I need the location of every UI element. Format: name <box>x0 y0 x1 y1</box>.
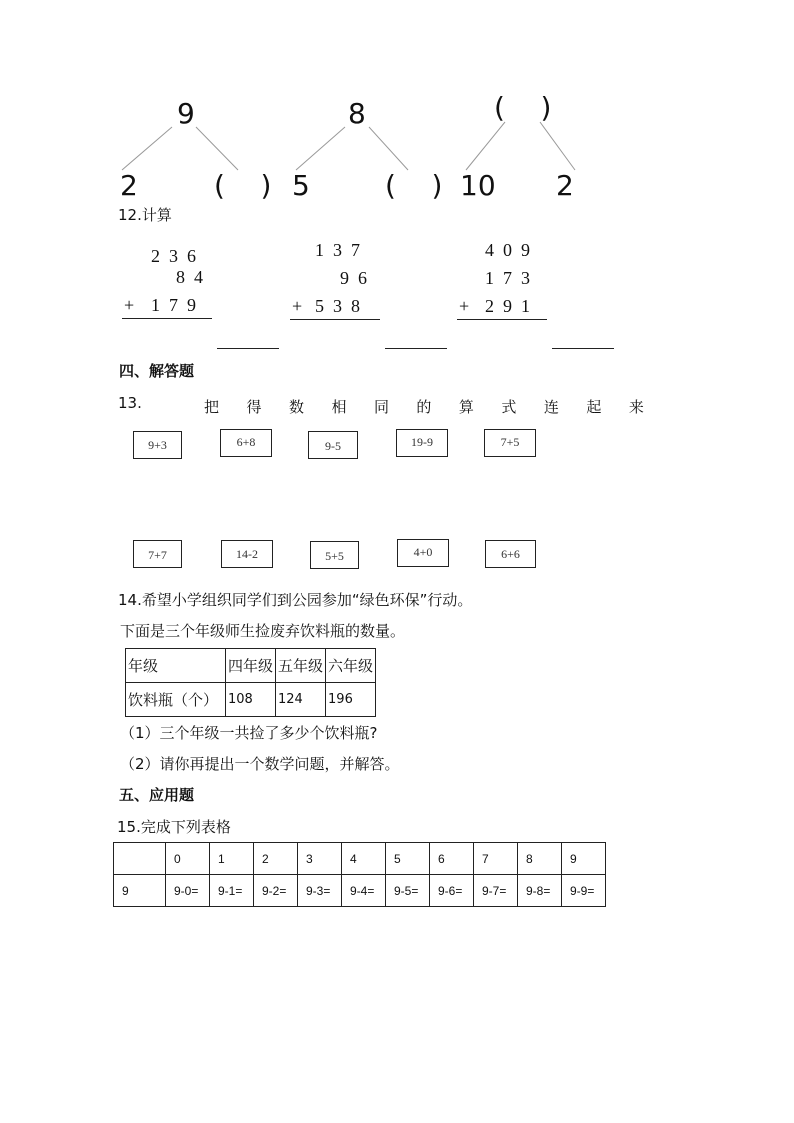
table-cell[interactable]: 9-0= <box>166 875 210 907</box>
q13-top-box-2[interactable]: 6+8 <box>220 429 272 457</box>
table-cell: 5 <box>386 843 430 875</box>
table-cell: 9 <box>114 875 166 907</box>
q12-p2-rule <box>290 319 380 320</box>
q13-bottom-box-3[interactable]: 5+5 <box>310 541 359 569</box>
table-cell: 8 <box>518 843 562 875</box>
split1-left: 2 <box>120 169 138 202</box>
table-cell: 3 <box>298 843 342 875</box>
q12-p3-row2: 1 7 3 <box>485 268 530 288</box>
table-cell: 饮料瓶（个） <box>126 683 226 717</box>
q13-char: 来 <box>628 398 644 416</box>
q15-header-row <box>114 843 606 875</box>
q12-p3-rule <box>457 319 547 320</box>
section4-heading: 四、解答题 <box>119 362 195 380</box>
q13-char: 数 <box>288 398 304 416</box>
q13-top-box-1[interactable]: 9+3 <box>133 431 182 459</box>
q15-title: 15.完成下列表格 <box>117 818 231 836</box>
q13-char: 式 <box>501 398 517 416</box>
q14-sub-question-1: （1）三个年级一共捡了多少个饮料瓶? <box>120 724 378 742</box>
table-cell[interactable]: 9-5= <box>386 875 430 907</box>
table-cell <box>114 843 166 875</box>
q13-char: 把 <box>204 398 220 416</box>
q12-p2-answer-blank[interactable] <box>385 348 447 349</box>
split3-top: ( ) <box>494 91 552 124</box>
q12-p3-answer-blank[interactable] <box>552 348 614 349</box>
q12-p1-rule <box>122 318 212 319</box>
table-cell: 7 <box>474 843 518 875</box>
table-cell[interactable]: 9-2= <box>254 875 298 907</box>
q13-char: 起 <box>586 398 602 416</box>
table-cell: 六年级 <box>326 649 376 683</box>
q14-table-data-row <box>126 683 376 717</box>
split3-right: 2 <box>556 169 574 202</box>
q13-top-box-4[interactable]: 19-9 <box>396 429 448 457</box>
q14-table-header-row <box>126 649 376 683</box>
q12-p3-row3: 2 9 1 <box>485 296 530 316</box>
split3-left: 10 <box>460 169 496 202</box>
table-cell[interactable]: 9-8= <box>518 875 562 907</box>
split1-top: 9 <box>177 97 195 130</box>
q12-p2-row1: 1 3 7 <box>315 240 360 260</box>
q13-char: 得 <box>246 398 262 416</box>
q13-top-box-5[interactable]: 7+5 <box>484 429 536 457</box>
table-cell: 196 <box>326 683 376 717</box>
q12-p1-row1: 2 3 6 <box>151 246 196 266</box>
table-cell: 五年级 <box>276 649 326 683</box>
table-cell: 1 <box>210 843 254 875</box>
table-cell: 年级 <box>126 649 226 683</box>
q12-p1-answer-blank[interactable] <box>217 348 279 349</box>
q12-p3-row1: 4 0 9 <box>485 240 530 260</box>
q13-bottom-box-1[interactable]: 7+7 <box>133 540 182 568</box>
table-cell: 6 <box>430 843 474 875</box>
q13-char: 连 <box>543 398 559 416</box>
table-cell: 0 <box>166 843 210 875</box>
split2-right: ( ) <box>385 169 443 202</box>
q14-intro: 14.希望小学组织同学们到公园参加“绿色环保”行动。 <box>118 591 473 609</box>
q12-p2-row2: 9 6 <box>340 268 367 288</box>
q12-p1-op: + <box>124 295 135 315</box>
table-cell[interactable]: 9-6= <box>430 875 474 907</box>
q13-char: 算 <box>458 398 474 416</box>
q13-instruction <box>204 396 644 417</box>
table-cell[interactable]: 9-3= <box>298 875 342 907</box>
q13-char: 的 <box>416 398 432 416</box>
table-cell: 124 <box>276 683 326 717</box>
table-cell: 四年级 <box>226 649 276 683</box>
table-cell[interactable]: 9-1= <box>210 875 254 907</box>
table-cell: 9 <box>562 843 606 875</box>
q12-p2-op: + <box>292 296 303 316</box>
q12-p1-row2: 8 4 <box>176 267 203 287</box>
q12-title: 12.计算 <box>118 206 172 224</box>
table-cell[interactable]: 9-7= <box>474 875 518 907</box>
q13-bottom-box-2[interactable]: 14-2 <box>221 540 273 568</box>
q13-char: 同 <box>373 398 389 416</box>
q14-table <box>125 648 376 717</box>
q14-description: 下面是三个年级师生捡废弃饮料瓶的数量。 <box>120 622 406 640</box>
section5-heading: 五、应用题 <box>119 786 195 804</box>
q15-data-row <box>114 875 606 907</box>
table-cell[interactable]: 9-9= <box>562 875 606 907</box>
q13-char: 相 <box>331 398 347 416</box>
q13-bottom-box-4[interactable]: 4+0 <box>397 539 449 567</box>
q12-p1-row3: 1 7 9 <box>151 295 196 315</box>
split2-left: 5 <box>292 169 310 202</box>
q12-p3-op: + <box>459 296 470 316</box>
q15-table <box>113 842 606 907</box>
q13-bottom-box-5[interactable]: 6+6 <box>485 540 536 568</box>
q14-sub-question-2: （2）请你再提出一个数学问题，并解答。 <box>120 755 400 773</box>
table-cell: 4 <box>342 843 386 875</box>
q13-top-box-3[interactable]: 9-5 <box>308 431 358 459</box>
table-cell[interactable]: 9-4= <box>342 875 386 907</box>
q13-number: 13. <box>118 394 142 412</box>
split2-top: 8 <box>348 97 366 130</box>
split1-right: ( ) <box>214 169 272 202</box>
table-cell: 108 <box>226 683 276 717</box>
table-cell: 2 <box>254 843 298 875</box>
q12-p2-row3: 5 3 8 <box>315 296 360 316</box>
